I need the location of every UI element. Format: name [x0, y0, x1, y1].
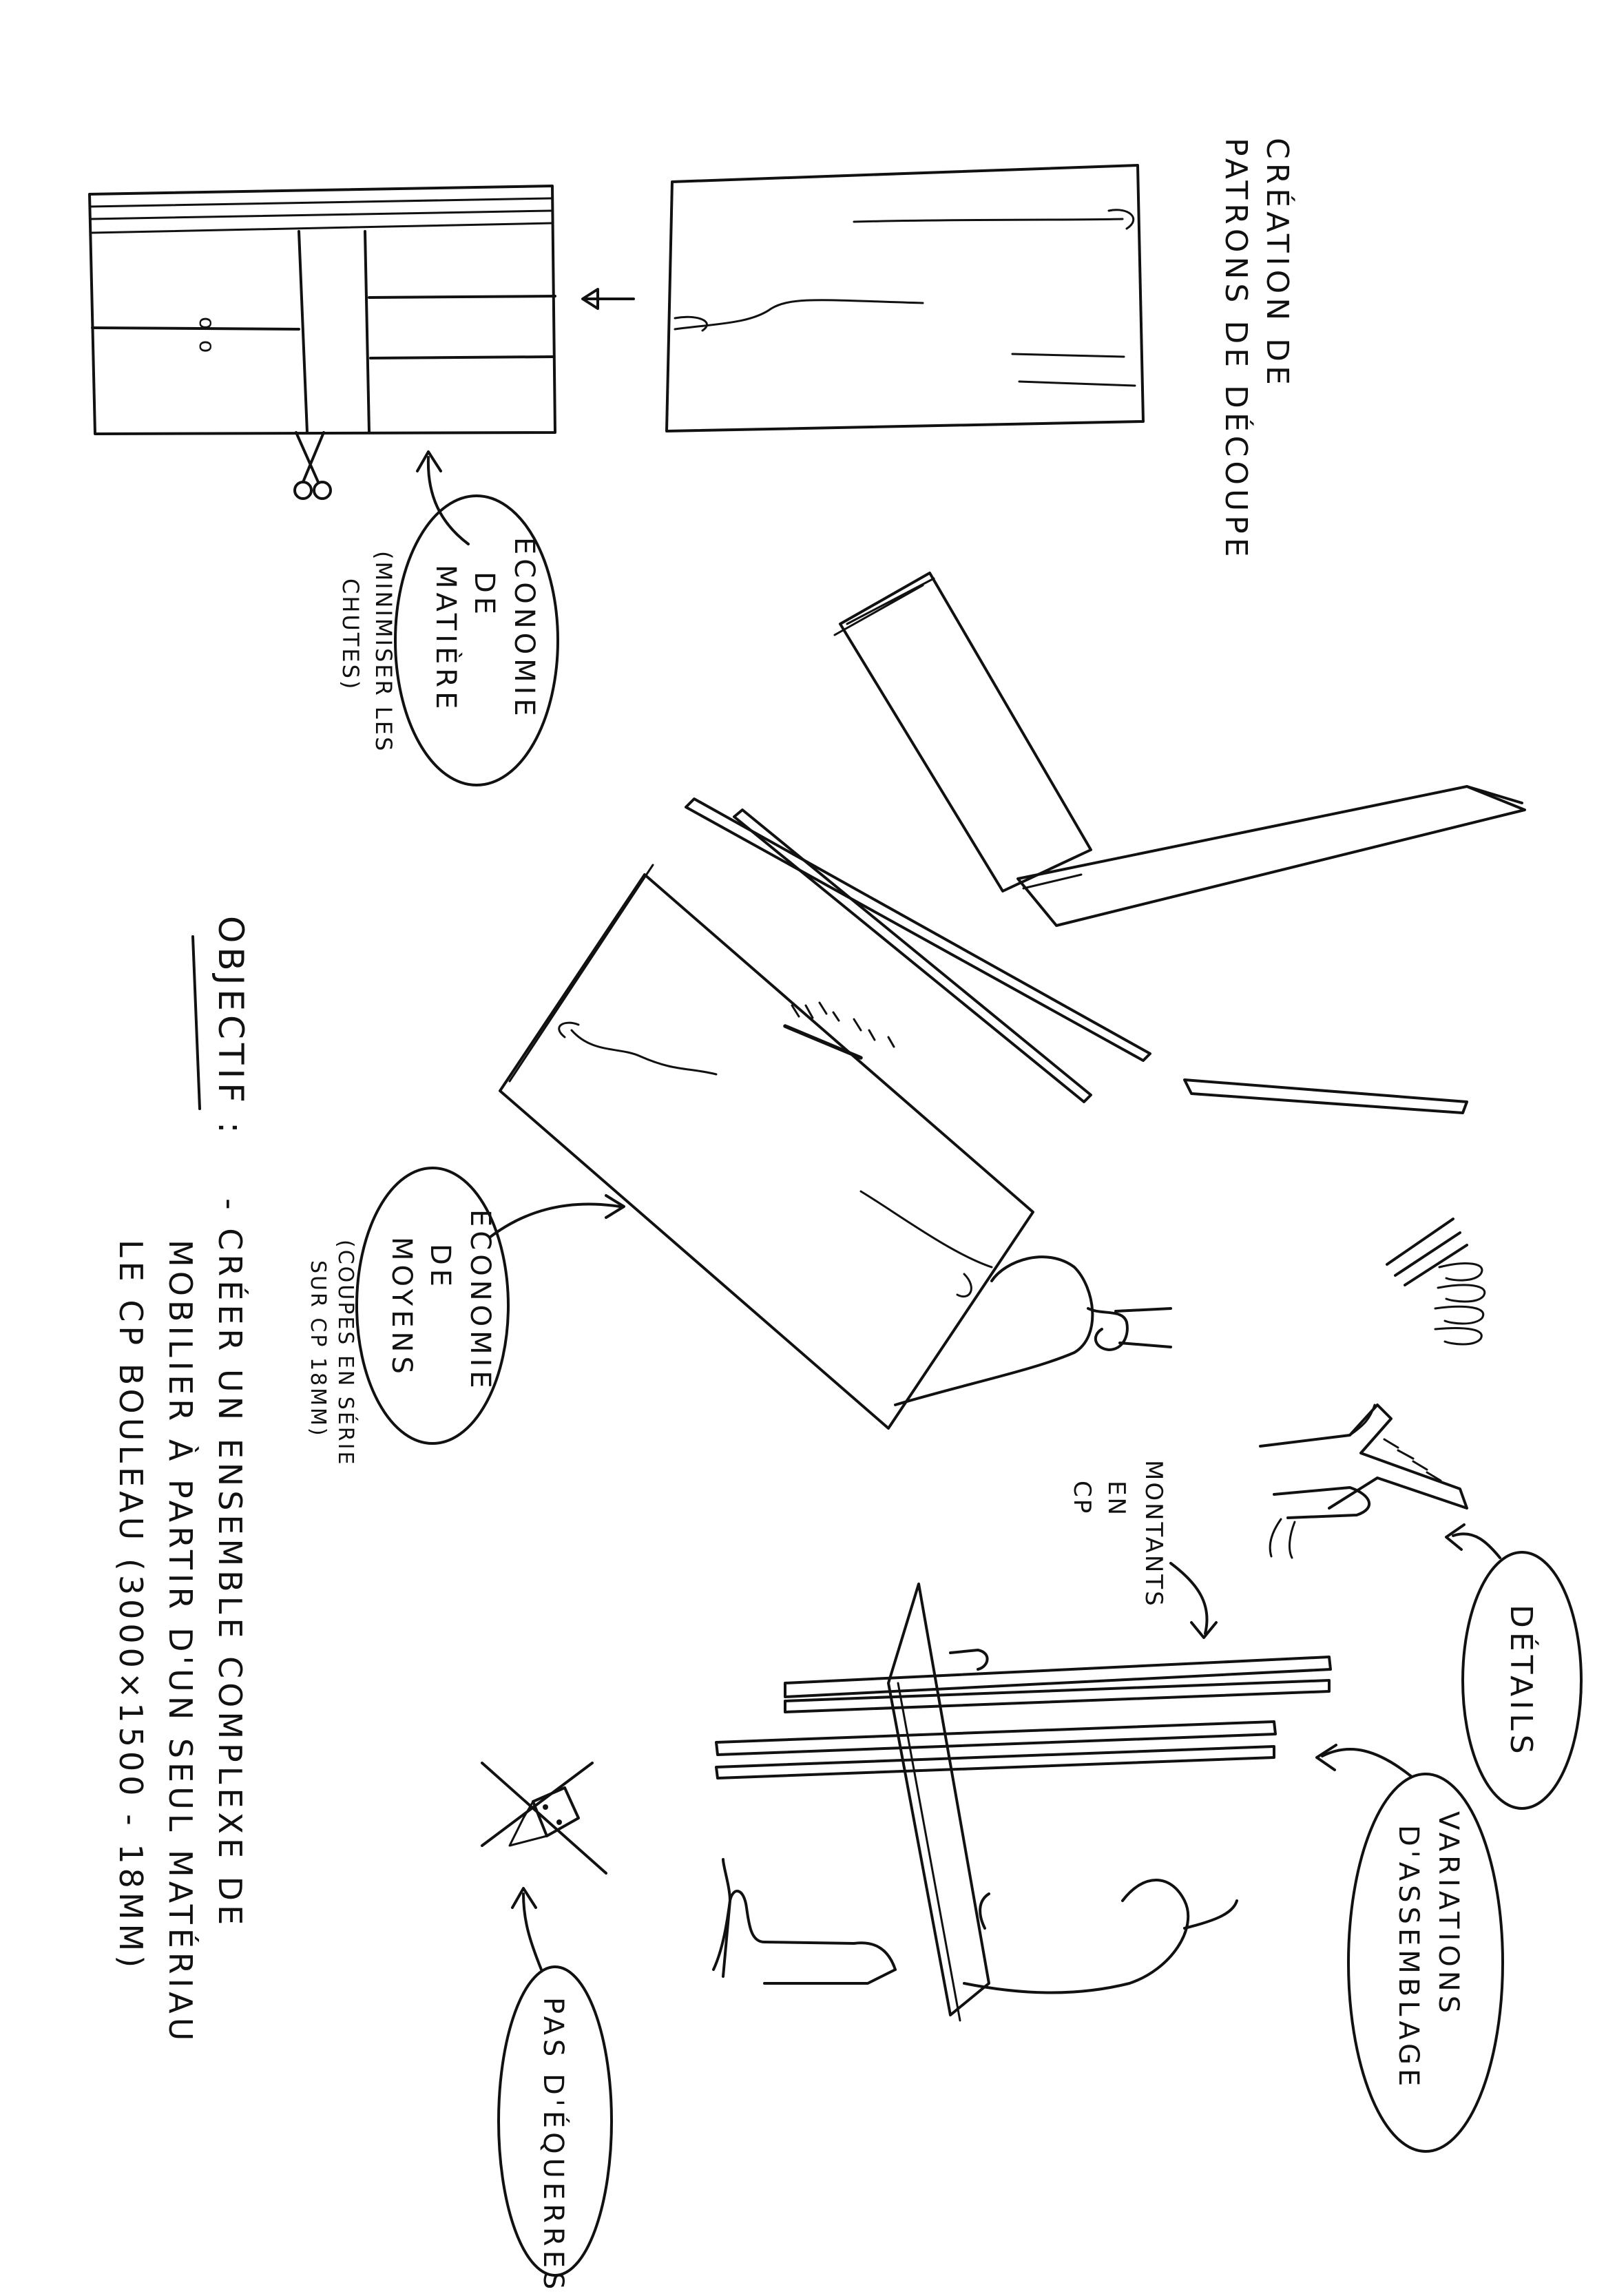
montants-line-1: MONTANTS [1140, 1460, 1167, 1608]
arrow-details [1446, 1525, 1500, 1558]
arrow-variations [1317, 1745, 1412, 1777]
variations-line-1: VARIATIONS [1432, 1811, 1464, 2018]
economie-moyens-line-2: DE [424, 1244, 456, 1291]
economie-moyens-bubble [357, 1168, 508, 1443]
minimiser-chutes-note [337, 551, 397, 753]
montants-line-2: EN [1103, 1481, 1130, 1517]
cutting-pattern-panel [90, 186, 555, 499]
detail-joint [1260, 1405, 1467, 1558]
montants-label [1068, 1460, 1167, 1608]
arrow-pas-equerres [512, 1888, 541, 1970]
montants-line-3: CP [1068, 1481, 1096, 1516]
coupes-line-1: (COUPES EN SÉRIE [333, 1240, 357, 1467]
economie-matiere-line-2: DE [468, 572, 500, 619]
minimiser-line-1: (MINIMISER LES [371, 551, 397, 753]
title-line-1: CRÉATION DE [1260, 138, 1295, 389]
svg-text:o o: o o [194, 317, 218, 355]
variations-line-2: D'ASSEMBLAGE [1393, 1825, 1424, 2091]
title-creation-patrons [1218, 138, 1296, 561]
minimiser-line-2: CHUTES) [337, 578, 364, 691]
objectif-block [112, 916, 251, 2045]
title-line-2: PATRONS DE DÉCOUPE [1218, 138, 1253, 561]
details-text: DÉTAILS [1503, 1605, 1539, 1758]
tilted-table-panel [500, 865, 1033, 1428]
crossed-bracket-icon [482, 1763, 606, 1873]
variations-bubble [1348, 1774, 1503, 2151]
arrow-board-to-pattern [583, 289, 634, 309]
seated-figure [895, 1257, 1171, 1405]
thin-slats [686, 799, 1467, 1113]
economie-moyens-line-3: MOYENS [386, 1237, 417, 1378]
economie-moyens-line-1: ECONOMIE [464, 1209, 496, 1392]
arrow-montants [1171, 1563, 1216, 1638]
scissors-icon [295, 432, 331, 499]
economie-matiere-line-1: ECONOMIE [508, 537, 540, 720]
objectif-heading: OBJECTIF : [211, 916, 251, 1138]
economie-matiere-line-3: MATIÈRE [430, 565, 461, 713]
objectif-line-3: LE CP BOULEAU (3000×1500 - 18MM) [112, 1240, 149, 1972]
arrow-to-tilted-panel [490, 1196, 624, 1237]
details-bubble [1463, 1552, 1581, 1808]
economie-matiere-bubble [395, 496, 558, 785]
pas-equerres-bubble [499, 1967, 612, 2293]
coupes-serie-note [306, 1240, 358, 1466]
pas-equerres-text: PAS D'ÉQUERRES [537, 1997, 569, 2294]
raw-board [667, 165, 1143, 431]
assembly-variation [713, 1584, 1331, 2021]
objectif-underline [193, 937, 200, 1109]
detail-stack [1387, 1219, 1485, 1344]
objectif-line-2: MOBILIER À PARTIR D'UN SEUL MATÉRIAU [162, 1240, 199, 2045]
coupes-line-2: SUR CP 18MM) [306, 1260, 330, 1438]
l-shaped-panels [835, 573, 1525, 926]
objectif-line-1: - CRÉER UN ENSEMBLE COMPLEXE DE [211, 1198, 249, 1930]
